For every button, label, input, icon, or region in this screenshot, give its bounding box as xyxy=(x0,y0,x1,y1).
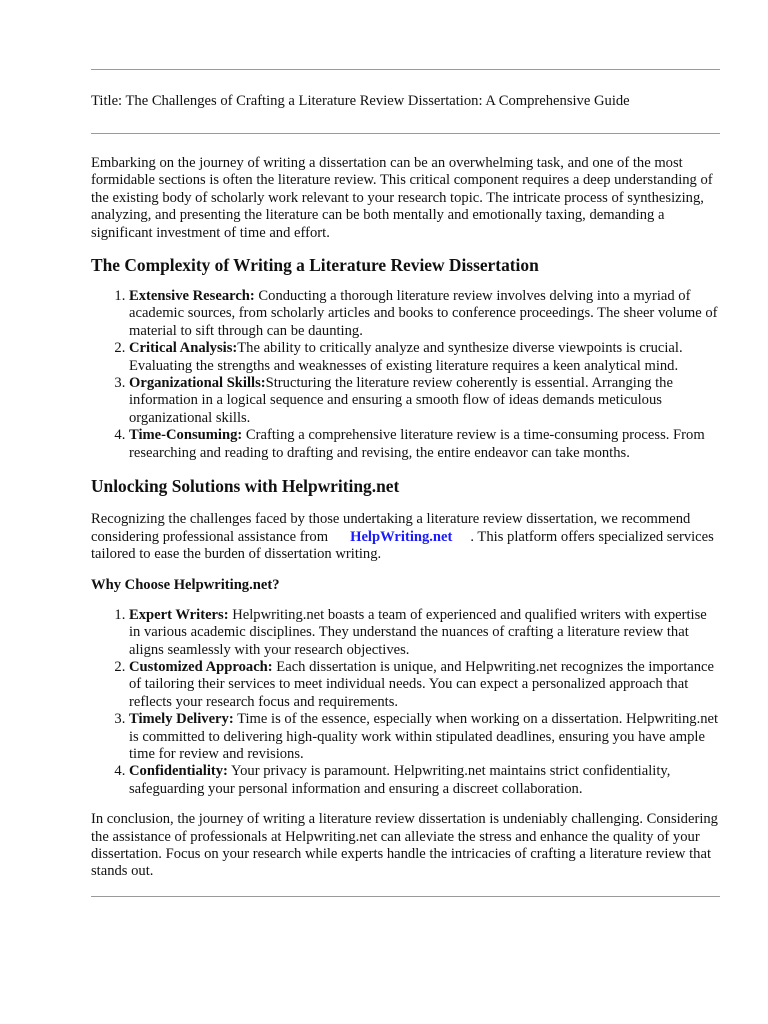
list-item-term: Timely Delivery: xyxy=(129,711,234,728)
solutions-text-before: Recognizing the challenges faced by those undertaking a literature review dissertation, we recommend considering professional assistance from xyxy=(91,511,691,545)
top-divider xyxy=(91,69,720,70)
list-item-text: Helpwriting.net boasts a team of experienced and qualified writers with expertise in various academic disciplines. They understand the nuances of crafting a literature review that aligns seamlessly with your research objectives. xyxy=(129,606,707,658)
list-item xyxy=(129,607,721,659)
list-item xyxy=(129,375,721,427)
list-item-text: Structuring the literature review coherently is essential. Arranging the information in a logical sequence and ensuring a smooth flow of ideas demands meticulous organizational skills. xyxy=(129,375,673,426)
list-item xyxy=(129,763,721,798)
bottom-divider xyxy=(91,896,720,897)
list-item-term: Organizational Skills: xyxy=(129,375,266,392)
complexity-list xyxy=(91,288,721,462)
list-item xyxy=(129,288,721,340)
list-item-term: Extensive Research: xyxy=(129,288,255,305)
helpwriting-link[interactable]: HelpWriting.net xyxy=(350,528,453,545)
list-item-text: Crafting a comprehensive literature review is a time-consuming process. From researching and reading to drafting and revising, the entire endeavor can take months. xyxy=(129,427,705,461)
list-item-term: Critical Analysis: xyxy=(129,340,238,357)
list-item-text: Your privacy is paramount. Helpwriting.net maintains strict confidentiality, safeguarding your personal information and ensuring a discreet collaboration. xyxy=(129,763,671,797)
list-item-text: The ability to critically analyze and synthesize diverse viewpoints is crucial. Evaluating the strengths and weaknesses of existing literature requires a keen analytical mind. xyxy=(129,340,683,374)
list-item-term: Expert Writers: xyxy=(129,606,229,623)
list-item xyxy=(129,659,721,711)
intro-paragraph: Embarking on the journey of writing a dissertation can be an overwhelming task, and one of the most formidable sections is often the literature review. This critical component requires a deep understanding of the existing body of scholarly work relevant to your research topic. The intricate process of synthesizing, analyzing, and presenting the literature can be both mentally and emotionally taxing, demanding a significant investment of time and effort. xyxy=(91,155,713,241)
list-item xyxy=(129,340,721,375)
solutions-paragraph xyxy=(91,511,721,563)
title-divider xyxy=(91,133,720,134)
list-item-text: Time is of the essence, especially when working on a dissertation. Helpwriting.net is committed to delivering high-quality work within stipulated deadlines, ensuring you have ample time for review and revisions. xyxy=(129,711,719,762)
why-choose-list xyxy=(91,607,721,798)
complexity-heading: The Complexity of Writing a Literature Review Dissertation xyxy=(91,255,539,276)
solutions-heading: Unlocking Solutions with Helpwriting.net xyxy=(91,476,400,497)
conclusion-paragraph: In conclusion, the journey of writing a literature review dissertation is undeniably challenging. Considering the assistance of professionals at Helpwriting.net can alleviate the stress and enhance the quality of your dissertation. Focus on your research while experts handle the intricacies of crafting a literature review that stands out. xyxy=(91,811,718,880)
why-choose-heading: Why Choose Helpwriting.net? xyxy=(91,577,280,594)
document-title: Title: The Challenges of Crafting a Literature Review Dissertation: A Comprehensive Guide xyxy=(91,93,630,109)
list-item-text: Conducting a thorough literature review involves delving into a myriad of academic sources, from scholarly articles and books to conference proceedings. The sheer volume of material to sift through can be daunting. xyxy=(129,288,718,339)
solutions-text-after: . This platform offers specialized services tailored to ease the burden of dissertation writing. xyxy=(91,528,714,562)
document-page xyxy=(91,0,721,897)
list-item xyxy=(129,711,721,763)
list-item-term: Confidentiality: xyxy=(129,763,228,780)
list-item-term: Time-Consuming: xyxy=(129,427,243,444)
list-item-term: Customized Approach: xyxy=(129,658,273,675)
list-item xyxy=(129,427,721,462)
list-item-text: Each dissertation is unique, and Helpwriting.net recognizes the importance of tailoring their services to meet individual needs. You can expect a personalized approach that reflects your research focus and requirements. xyxy=(129,658,714,710)
